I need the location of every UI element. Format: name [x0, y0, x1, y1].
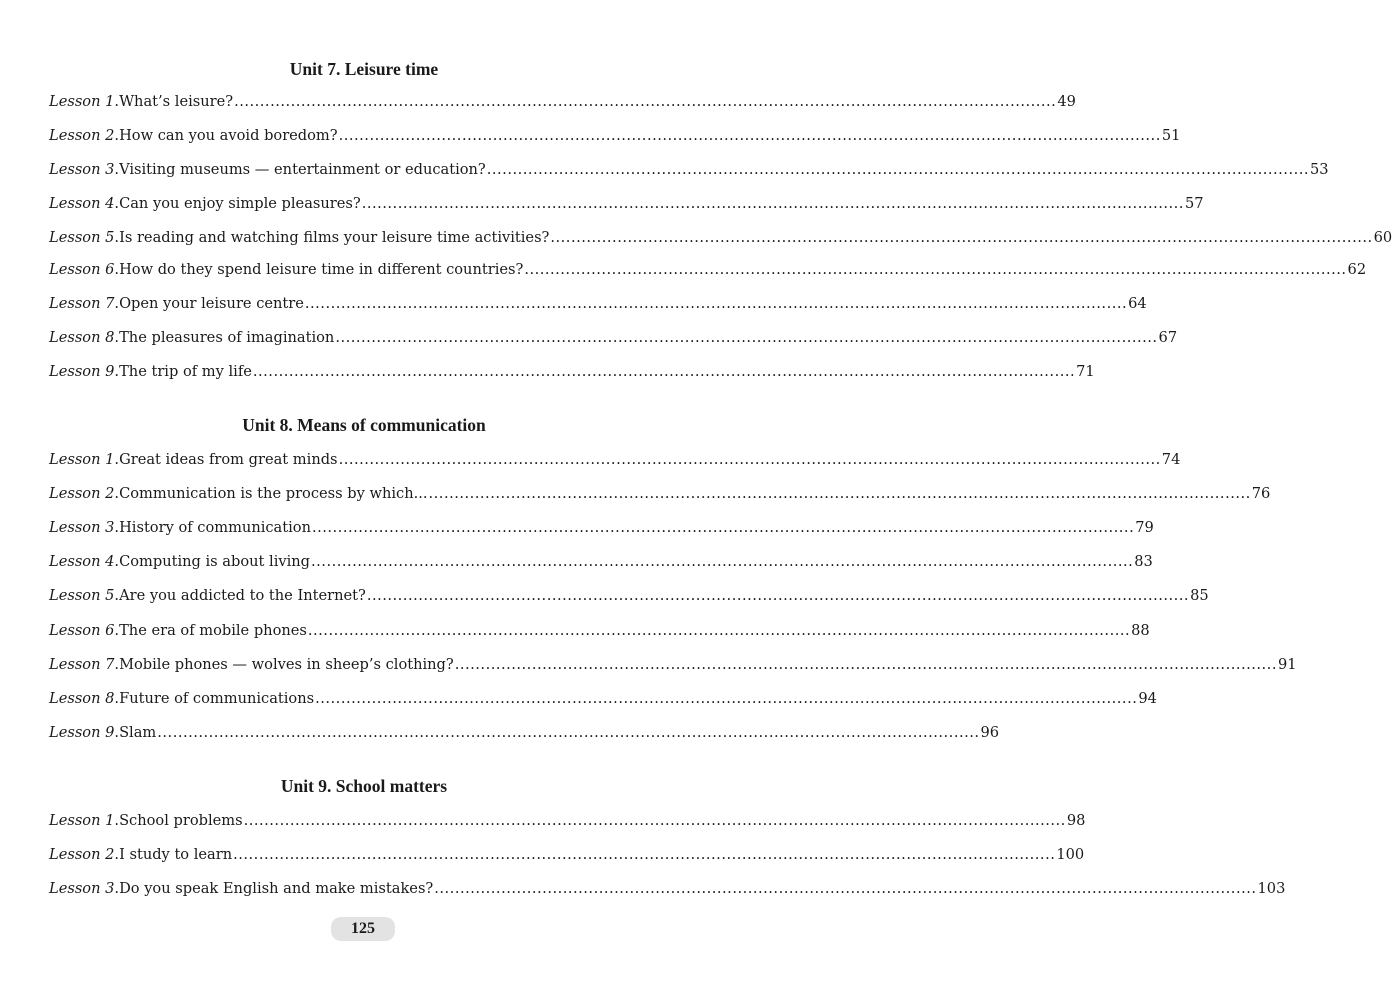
label-separator: .: [114, 622, 120, 639]
lesson-label: Lesson 7: [49, 295, 115, 312]
page-number: 96: [980, 724, 1000, 741]
label-separator: .: [114, 690, 120, 707]
lesson-title: Computing is about living: [119, 553, 311, 570]
lesson-title: Do you speak English and make mistakes?: [119, 880, 434, 897]
toc-entry[interactable]: [49, 227, 1392, 249]
label-separator: .: [114, 812, 120, 829]
lesson-title: What’s leisure?: [119, 93, 234, 110]
toc-entry[interactable]: [49, 125, 1181, 147]
page-number: 100: [1056, 846, 1085, 863]
page-number: 53: [1310, 161, 1329, 178]
lesson-label: Lesson 9: [49, 724, 115, 741]
unit-7-heading: Unit 7. Leisure time: [289, 59, 439, 79]
lesson-label: Lesson 2: [49, 846, 115, 863]
page-number: 94: [1138, 690, 1157, 707]
lesson-label: Lesson 5: [49, 587, 115, 604]
label-separator: .: [114, 553, 120, 570]
dot-leader: ................................................................................................................................................................: [234, 93, 1057, 110]
toc-entry[interactable]: [49, 654, 1297, 676]
dot-leader: ................................................................................................................................................................: [361, 195, 1184, 212]
lesson-label: Lesson 8: [49, 329, 115, 346]
toc-entry[interactable]: [49, 449, 1181, 471]
lesson-title: How can you avoid boredom?: [119, 127, 338, 144]
dot-leader: ................................................................................................................................................................: [486, 161, 1309, 178]
label-separator: .: [114, 451, 120, 468]
page-number: 83: [1134, 553, 1153, 570]
dot-leader: ................................................................................................................................................................: [338, 451, 1161, 468]
lesson-title: The era of mobile phones: [119, 622, 307, 639]
label-separator: .: [114, 587, 120, 604]
lesson-title: The pleasures of imagination: [119, 329, 335, 346]
lesson-title: Are you addicted to the Internet?: [119, 587, 366, 604]
page-number-badge: 125: [331, 917, 395, 941]
page-number: 67: [1158, 329, 1178, 346]
toc-entry[interactable]: [49, 259, 1367, 281]
lesson-label: Lesson 3: [49, 161, 115, 178]
toc-entry[interactable]: [49, 722, 1000, 744]
dot-leader: ................................................................................................................................................................: [233, 846, 1056, 863]
page-number: 98: [1066, 812, 1086, 829]
dot-leader: ................................................................................................................................................................: [550, 229, 1373, 246]
label-separator: .: [114, 295, 120, 312]
label-separator: .: [114, 261, 120, 278]
lesson-title: Slam: [119, 724, 157, 741]
lesson-label: Lesson 2: [49, 485, 115, 502]
page-number: 74: [1161, 451, 1181, 468]
lesson-title: Mobile phones — wolves in sheep’s clothing?: [119, 656, 454, 673]
page-number: 103: [1257, 880, 1286, 897]
page-number: 51: [1161, 127, 1181, 144]
lesson-label: Lesson 1: [49, 451, 115, 468]
lesson-title: Communication is the process by which...: [119, 485, 428, 502]
toc-entry[interactable]: [49, 91, 1076, 113]
lesson-label: Lesson 3: [49, 880, 115, 897]
page-number: 85: [1190, 587, 1209, 604]
label-separator: .: [114, 229, 120, 246]
toc-entry[interactable]: [49, 688, 1157, 710]
page-number: 64: [1128, 295, 1147, 312]
lesson-label: Lesson 1: [49, 93, 115, 110]
dot-leader: ................................................................................................................................................................: [335, 329, 1158, 346]
lesson-title: History of communication: [119, 519, 311, 536]
label-separator: .: [114, 519, 120, 536]
lesson-label: Lesson 5: [49, 229, 115, 246]
lesson-title: Future of communications: [119, 690, 315, 707]
lesson-title: I study to learn: [119, 846, 233, 863]
toc-entry[interactable]: [49, 620, 1150, 642]
lesson-title: Visiting museums — entertainment or education?: [119, 161, 486, 178]
label-separator: .: [114, 127, 120, 144]
dot-leader: ................................................................................................................................................................: [307, 622, 1131, 639]
lesson-title: How do they spend leisure time in different countries?: [119, 261, 524, 278]
unit-8-heading: Unit 8. Means of communication: [242, 415, 486, 435]
toc-entry[interactable]: [49, 878, 1286, 900]
lesson-label: Lesson 2: [49, 127, 115, 144]
toc-entry[interactable]: [49, 810, 1086, 832]
toc-entry[interactable]: [49, 193, 1204, 215]
lesson-label: Lesson 4: [49, 195, 115, 212]
lesson-title: Great ideas from great minds: [119, 451, 338, 468]
label-separator: .: [114, 329, 120, 346]
label-separator: .: [114, 846, 120, 863]
lesson-label: Lesson 6: [49, 622, 115, 639]
lesson-label: Lesson 8: [49, 690, 115, 707]
unit-9-heading: Unit 9. School matters: [280, 776, 448, 796]
lesson-title: Open your leisure centre: [119, 295, 304, 312]
dot-leader: ................................................................................................................................................................: [454, 656, 1277, 673]
dot-leader: ................................................................................................................................................................: [252, 363, 1076, 380]
page-number: 91: [1277, 656, 1297, 673]
lesson-label: Lesson 7: [49, 656, 115, 673]
lesson-label: Lesson 3: [49, 519, 115, 536]
dot-leader: ................................................................................................................................................................: [304, 295, 1128, 312]
page-number: 88: [1131, 622, 1150, 639]
toc-entry[interactable]: [49, 361, 1095, 383]
page-number: 49: [1057, 93, 1076, 110]
toc-entry[interactable]: [49, 159, 1329, 181]
lesson-label: Lesson 9: [49, 363, 115, 380]
dot-leader: ................................................................................................................................................................: [157, 724, 980, 741]
page-number: 76: [1251, 485, 1271, 502]
label-separator: .: [114, 363, 120, 380]
toc-entry[interactable]: [49, 327, 1178, 349]
dot-leader: ................................................................................................................................................................: [428, 485, 1251, 502]
toc-entry[interactable]: [49, 483, 1271, 505]
page-number: 71: [1076, 363, 1095, 380]
lesson-label: Lesson 4: [49, 553, 115, 570]
page-number: 62: [1347, 261, 1367, 278]
dot-leader: ................................................................................................................................................................: [315, 690, 1138, 707]
toc-entry[interactable]: [49, 844, 1085, 866]
lesson-label: Lesson 6: [49, 261, 115, 278]
dot-leader: ................................................................................................................................................................: [524, 261, 1347, 278]
label-separator: .: [114, 724, 120, 741]
toc-entry[interactable]: [49, 293, 1147, 315]
page-number: 79: [1135, 519, 1154, 536]
dot-leader: ................................................................................................................................................................: [243, 812, 1066, 829]
toc-entry[interactable]: [49, 585, 1209, 607]
dot-leader: ................................................................................................................................................................: [366, 587, 1190, 604]
label-separator: .: [114, 880, 120, 897]
dot-leader: ................................................................................................................................................................: [311, 519, 1135, 536]
dot-leader: ................................................................................................................................................................: [338, 127, 1161, 144]
label-separator: .: [114, 656, 120, 673]
lesson-title: The trip of my life: [119, 363, 252, 380]
label-separator: .: [114, 485, 120, 502]
label-separator: .: [114, 93, 120, 110]
page-number: 60: [1373, 229, 1392, 246]
toc-entry[interactable]: [49, 517, 1154, 539]
dot-leader: ................................................................................................................................................................: [311, 553, 1134, 570]
page-number: 57: [1184, 195, 1204, 212]
toc-entry[interactable]: [49, 551, 1153, 573]
label-separator: .: [114, 161, 120, 178]
lesson-title: School problems: [119, 812, 243, 829]
lesson-title: Can you enjoy simple pleasures?: [119, 195, 361, 212]
dot-leader: ................................................................................................................................................................: [434, 880, 1257, 897]
label-separator: .: [114, 195, 120, 212]
lesson-title: Is reading and watching films your leisure time activities?: [119, 229, 550, 246]
lesson-label: Lesson 1: [49, 812, 115, 829]
